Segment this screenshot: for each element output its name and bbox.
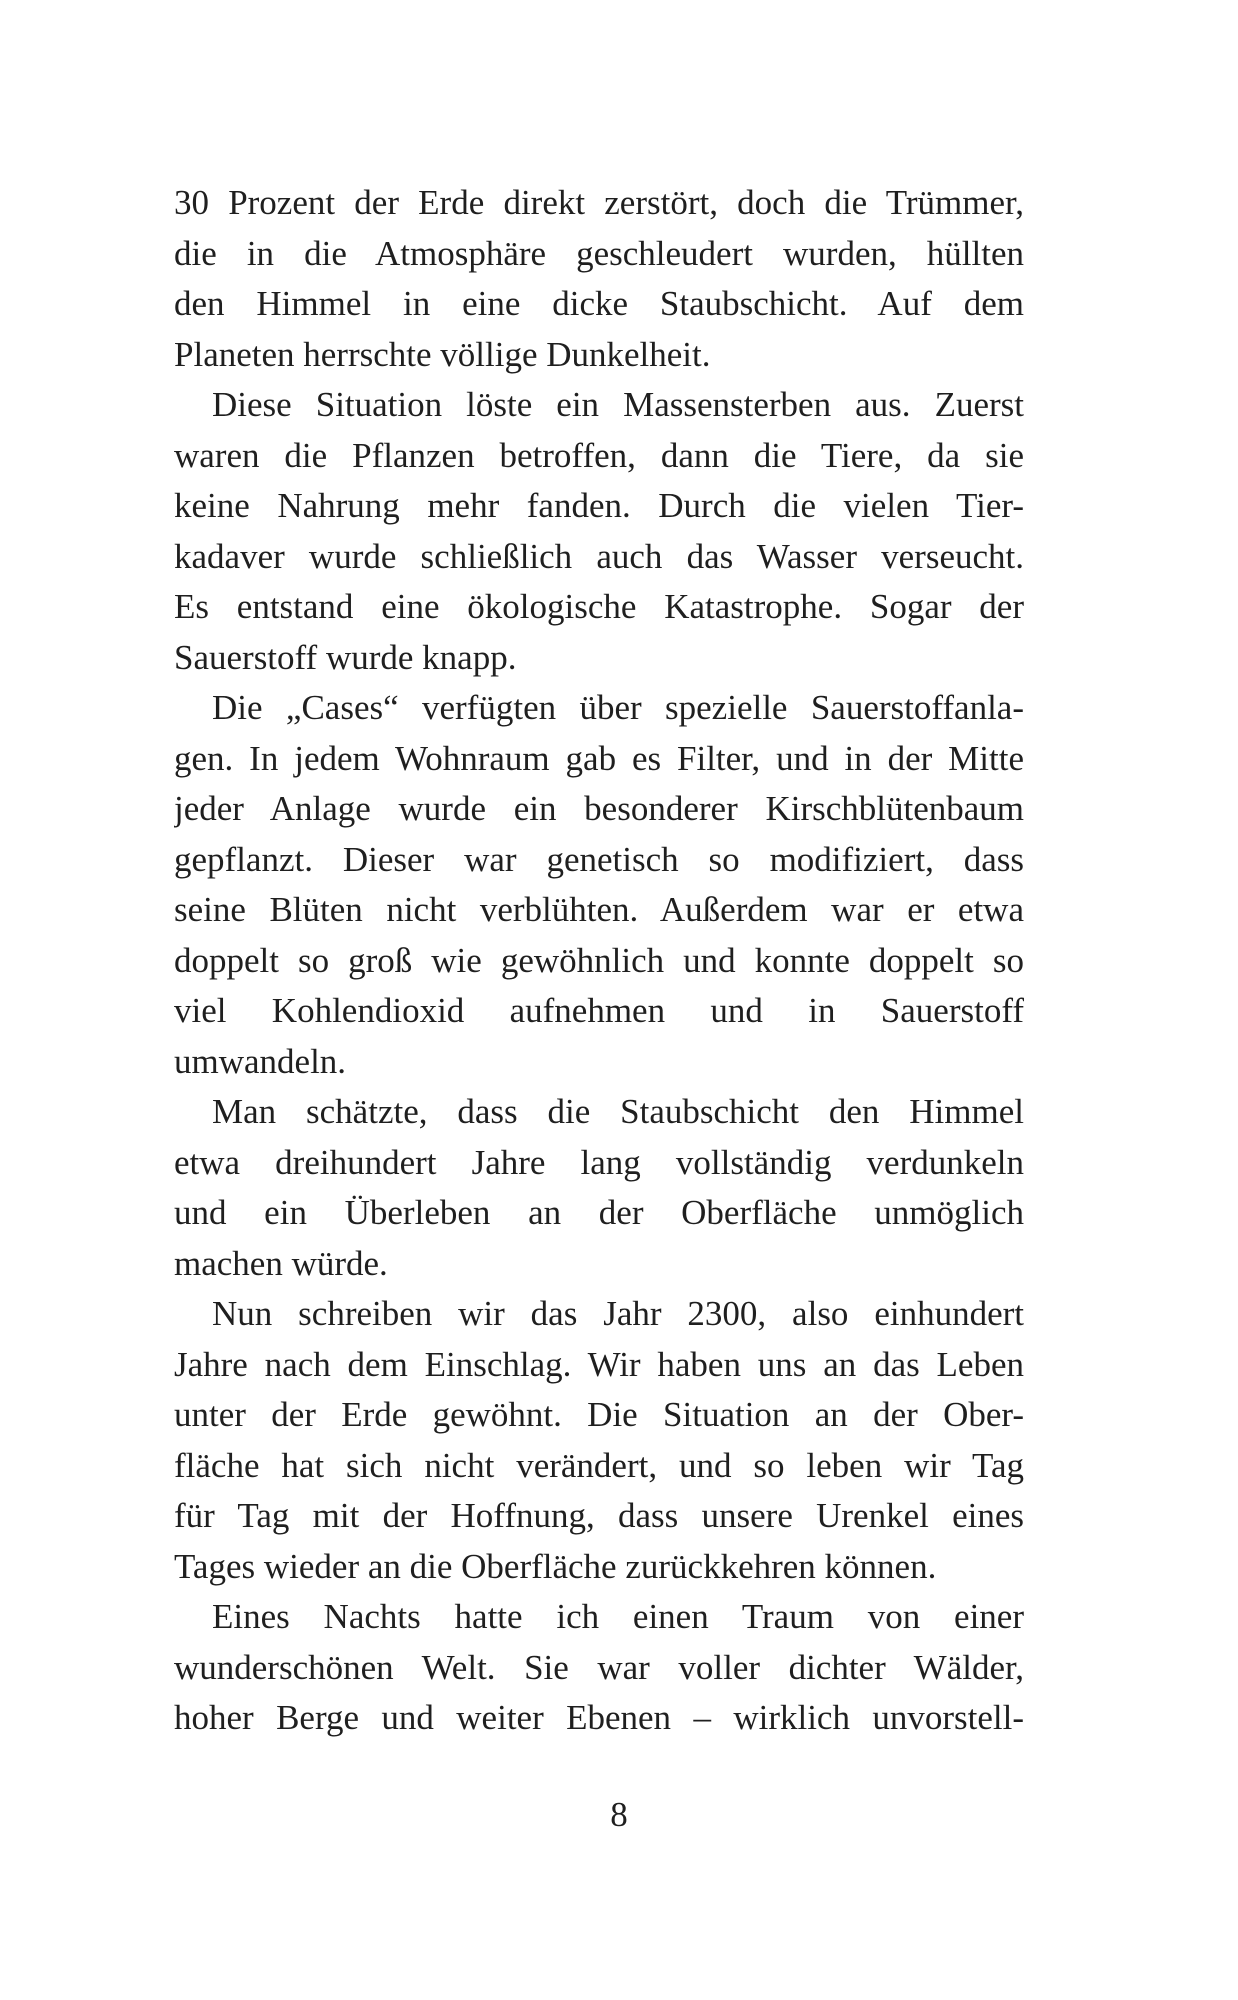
text-line: waren die Pflanzen betroffen, dann die Tiere, da sie xyxy=(174,435,1024,475)
text-line: wunderschönen Welt. Sie war voller dichter Wälder, xyxy=(174,1647,1024,1687)
paragraph xyxy=(174,683,1024,1087)
text-line: Man schätzte, dass die Staubschicht den Himmel xyxy=(212,1092,1024,1131)
text-line: etwa dreihundert Jahre lang vollständig verdunkeln xyxy=(174,1142,1024,1182)
page-number: 8 xyxy=(610,1795,628,1834)
text-line: kadaver wurde schließlich auch das Wasser verseucht. xyxy=(174,536,1024,576)
text-line: Nun schreiben wir das Jahr 2300, also einhundert xyxy=(212,1294,1024,1333)
text-line: viel Kohlendioxid aufnehmen und in Sauerstoff xyxy=(174,991,1024,1030)
paragraph xyxy=(174,1289,1024,1592)
body-text xyxy=(174,178,1024,1744)
text-line: für Tag mit der Hoffnung, dass unsere Urenkel eines xyxy=(174,1496,1024,1535)
text-line: umwandeln. xyxy=(174,1041,347,1081)
text-line: Die „Cases“ verfügten über spezielle Sauerstoffanla- xyxy=(212,688,1024,727)
text-line: die in die Atmosphäre geschleudert wurden, hüllten xyxy=(174,233,1024,273)
text-line: keine Nahrung mehr fanden. Durch die vielen Tier- xyxy=(174,486,1024,525)
text-line: Planeten herrschte völlige Dunkelheit. xyxy=(174,334,711,374)
text-line: hoher Berge und weiter Ebenen – wirklich unvorstell- xyxy=(174,1698,1024,1737)
text-line: 30 Prozent der Erde direkt zerstört, doch die Trümmer, xyxy=(174,183,1024,222)
text-line: unter der Erde gewöhnt. Die Situation an der Ober- xyxy=(174,1395,1024,1434)
text-line: gepflanzt. Dieser war genetisch so modifiziert, dass xyxy=(174,839,1024,879)
text-line: machen würde. xyxy=(174,1243,388,1283)
text-line: fläche hat sich nicht verändert, und so leben wir Tag xyxy=(174,1445,1024,1485)
text-line: Sauerstoff wurde knapp. xyxy=(174,637,517,677)
text-line: Jahre nach dem Einschlag. Wir haben uns an das Leben xyxy=(174,1344,1024,1384)
text-line: jeder Anlage wurde ein besonderer Kirschblütenbaum xyxy=(174,789,1024,828)
text-line: gen. In jedem Wohnraum gab es Filter, und in der Mitte xyxy=(174,738,1024,778)
text-line: Eines Nachts hatte ich einen Traum von einer xyxy=(212,1597,1024,1636)
text-line: Diese Situation löste ein Massensterben aus. Zuerst xyxy=(212,385,1024,424)
paragraph xyxy=(174,178,1024,380)
text-line: den Himmel in eine dicke Staubschicht. Auf dem xyxy=(174,284,1024,323)
text-line: Es entstand eine ökologische Katastrophe. Sogar der xyxy=(174,587,1024,626)
text-line: und ein Überleben an der Oberfläche unmöglich xyxy=(174,1193,1024,1232)
paragraph xyxy=(174,1592,1024,1744)
text-line: Tages wieder an die Oberfläche zurückkehren können. xyxy=(174,1546,937,1586)
text-line: doppelt so groß wie gewöhnlich und konnte doppelt so xyxy=(174,940,1024,980)
paragraph xyxy=(174,380,1024,683)
text-line: seine Blüten nicht verblühten. Außerdem war er etwa xyxy=(174,890,1024,929)
paragraph xyxy=(174,1087,1024,1289)
